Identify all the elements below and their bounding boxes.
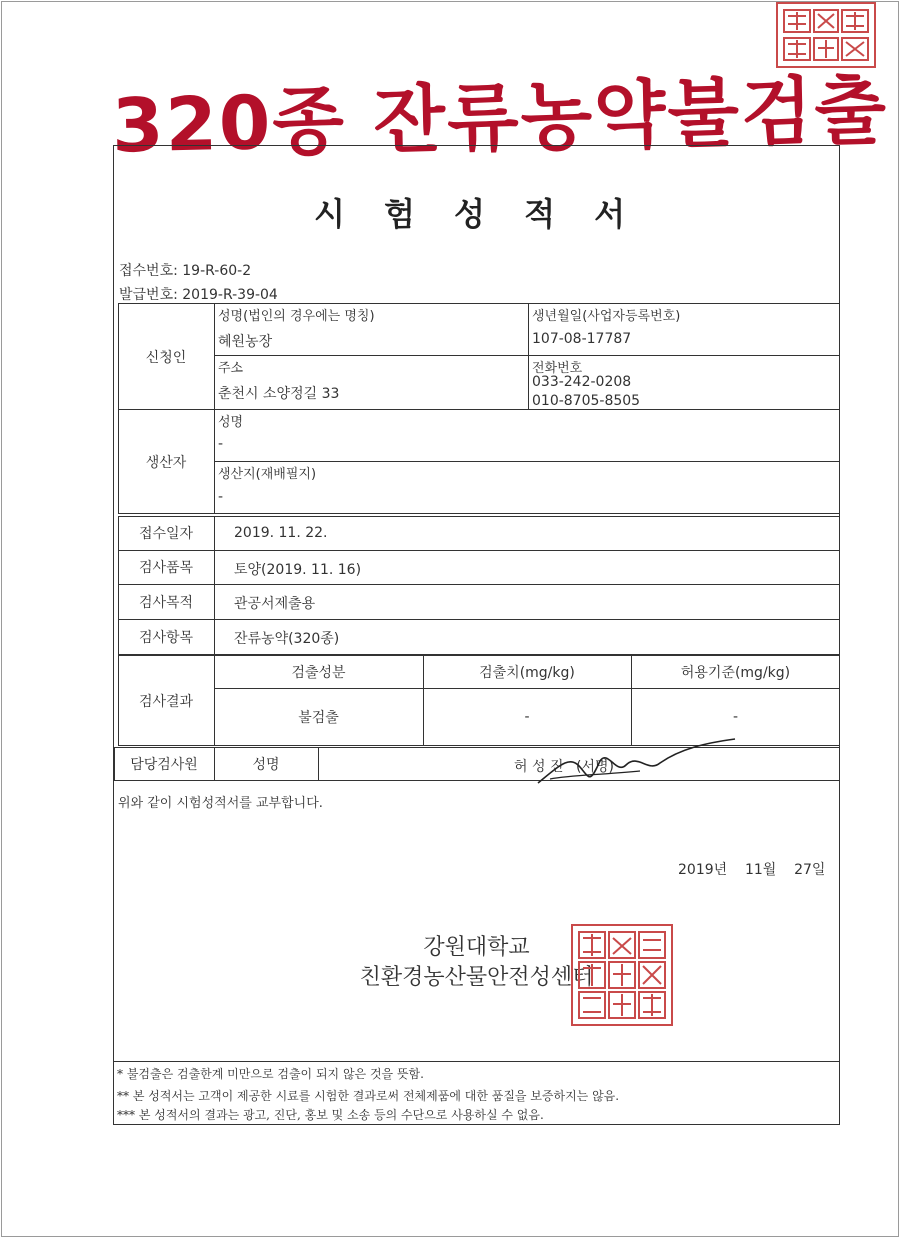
inspector-name-label: 성명 xyxy=(252,757,280,773)
org-name-line1: 강원대학교 xyxy=(423,935,530,960)
org-name-line2: 친환경농산물안전성센터 xyxy=(359,965,594,990)
results-column-component: 검출성분 xyxy=(291,664,346,681)
inspector-sign-note: (서명) xyxy=(576,759,614,775)
issue-date: 2019년 11월 27일 xyxy=(678,862,826,878)
producer-name-value: - xyxy=(218,436,224,452)
applicant-phone-1: 033-242-0208 xyxy=(532,374,632,390)
applicant-phone-label: 전화번호 xyxy=(532,361,583,376)
inspection-info-table xyxy=(118,516,840,655)
signature-scribble xyxy=(530,735,740,790)
note-3: *** 본 성적서의 결과는 광고, 진단, 홍보 및 소송 등의 수단으로 사용하실 수 없음. xyxy=(117,1108,544,1122)
item-value: 토양(2019. 11. 16) xyxy=(234,562,362,578)
producer-site-value: - xyxy=(218,489,224,505)
results-column-detected: 검출치(mg/kg) xyxy=(479,664,575,681)
producer-name-label: 성명 xyxy=(218,415,244,430)
receipt-number: 접수번호: 19-R-60-2 xyxy=(119,263,252,279)
inspector-name-value: 허 성 진 xyxy=(514,759,564,775)
applicant-label: 신청인 xyxy=(145,349,187,366)
applicant-name-label: 성명(법인의 경우에는 명칭) xyxy=(218,309,375,324)
applicant-name-value: 혜원농장 xyxy=(218,334,273,350)
scope-label: 검사항목 xyxy=(138,630,194,646)
applicant-phone-2: 010-8705-8505 xyxy=(532,393,641,409)
applicant-address-label: 주소 xyxy=(218,361,244,376)
document-title: 시 험 성 적 서 xyxy=(313,195,640,233)
seal-pattern-icon xyxy=(573,926,671,1024)
issue-statement: 위와 같이 시험성적서를 교부합니다. xyxy=(118,796,323,811)
inspector-label: 담당검사원 xyxy=(130,757,198,773)
results-value-component: 불검출 xyxy=(298,710,339,726)
producer-site-label: 생산지(재배필지) xyxy=(218,467,317,482)
results-value-limit: - xyxy=(732,709,739,725)
results-label: 검사결과 xyxy=(138,693,194,710)
receipt-date-value: 2019. 11. 22. xyxy=(234,525,328,541)
item-label: 검사품목 xyxy=(138,560,194,576)
applicant-birth-value: 107-08-17787 xyxy=(532,331,632,347)
test-report-document xyxy=(113,145,840,1125)
producer-label: 생산자 xyxy=(145,454,187,471)
headline-banner: 320종 잔류농약불검출 xyxy=(111,67,889,170)
issue-number: 발급번호: 2019-R-39-04 xyxy=(119,287,278,303)
applicant-birth-label: 생년월일(사업자등록번호) xyxy=(532,309,681,324)
results-column-limit: 허용기준(mg/kg) xyxy=(680,664,791,681)
results-value-detected: - xyxy=(524,709,530,725)
purpose-label: 검사목적 xyxy=(138,594,194,611)
purpose-value: 관공서제출용 xyxy=(234,596,316,612)
scope-value: 잔류농약(320종) xyxy=(234,631,340,647)
receipt-date-label: 접수일자 xyxy=(138,526,194,542)
official-seal-org xyxy=(571,924,673,1026)
applicant-address-value: 춘천시 소양정길 33 xyxy=(218,386,340,402)
note-2: ** 본 성적서는 고객이 제공한 시료를 시험한 결과로써 전체제품에 대한 품질을 보증하지는 않음. xyxy=(117,1089,620,1103)
note-1: * 불검출은 검출한계 미만으로 검출이 되지 않은 것을 뜻함. xyxy=(117,1067,424,1081)
